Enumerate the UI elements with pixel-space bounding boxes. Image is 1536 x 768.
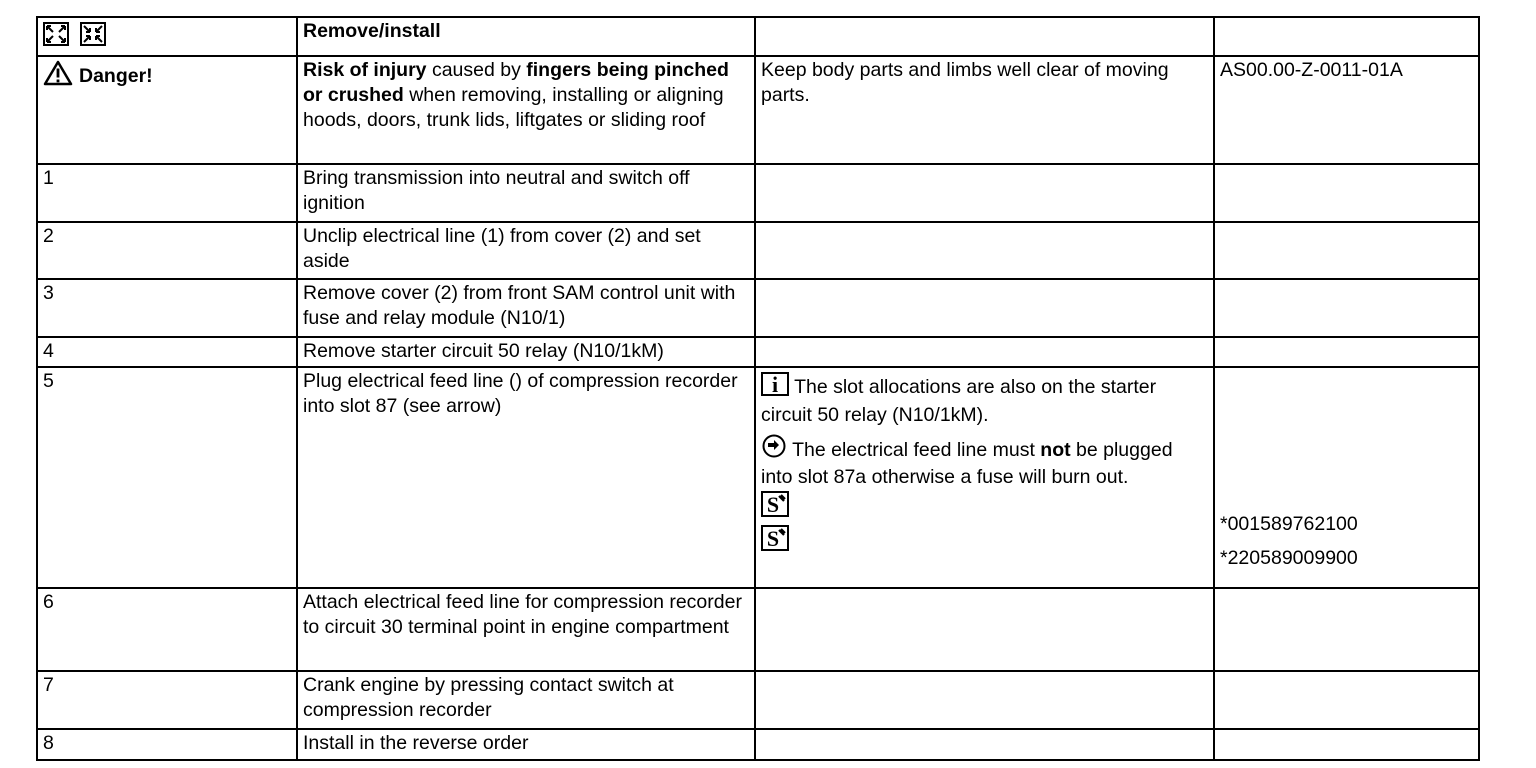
empty-cell xyxy=(1214,671,1479,729)
special-tool-icon xyxy=(761,491,789,524)
svg-text:S: S xyxy=(766,491,780,517)
header-title: Remove/install xyxy=(297,17,755,56)
empty-cell xyxy=(1214,164,1479,222)
danger-code: AS00.00-Z-0011-01A xyxy=(1214,56,1479,164)
danger-label-cell xyxy=(37,56,297,164)
tool-code: *220589009900 xyxy=(1220,546,1358,569)
risk-text: caused by xyxy=(426,59,527,81)
step-text: Remove starter circuit 50 relay (N10/1kM) xyxy=(297,337,755,367)
caution-emphasis: not xyxy=(1040,439,1071,461)
caution-text: be plugged into slot 87a otherwise a fuse will burn out. xyxy=(761,439,1173,488)
step5-codes-cell xyxy=(1214,367,1479,588)
header-empty-cell xyxy=(1214,17,1479,56)
table-row xyxy=(37,588,1479,671)
caution-note xyxy=(761,434,1209,490)
empty-cell xyxy=(1214,588,1479,671)
empty-cell xyxy=(755,729,1214,760)
step-text: Crank engine by pressing contact switch at compression recorder xyxy=(297,671,755,729)
table-row xyxy=(37,279,1479,337)
info-icon xyxy=(761,372,789,403)
header-row xyxy=(37,17,1479,56)
step-number: 5 xyxy=(37,367,297,588)
empty-cell xyxy=(755,222,1214,279)
risk-text: when removing, installing or aligning hoods, doors, trunk lids, liftgates or sliding roof xyxy=(303,84,724,131)
svg-text:S: S xyxy=(766,525,780,551)
special-tool-row xyxy=(761,524,1209,558)
step-text: Plug electrical feed line () of compression recorder into slot 87 (see arrow) xyxy=(297,367,755,588)
step-number: 8 xyxy=(37,729,297,760)
empty-cell xyxy=(1214,222,1479,279)
step-number: 1 xyxy=(37,164,297,222)
empty-cell xyxy=(1214,729,1479,760)
danger-row xyxy=(37,56,1479,164)
step-number: 6 xyxy=(37,588,297,671)
step-text: Remove cover (2) from front SAM control unit with fuse and relay module (N10/1) xyxy=(297,279,755,337)
step-number: 3 xyxy=(37,279,297,337)
table-row xyxy=(37,164,1479,222)
danger-risk-cell xyxy=(297,56,755,164)
special-tool-icon xyxy=(761,525,789,558)
header-icons-cell xyxy=(37,17,297,56)
empty-cell xyxy=(755,337,1214,367)
empty-cell xyxy=(755,279,1214,337)
table-row xyxy=(37,671,1479,729)
step-text: Install in the reverse order xyxy=(297,729,755,760)
procedure-table xyxy=(36,16,1480,761)
empty-cell xyxy=(755,164,1214,222)
caution-hand-icon xyxy=(761,434,787,465)
special-tool-row xyxy=(761,490,1209,524)
empty-cell xyxy=(755,671,1214,729)
warning-triangle-icon xyxy=(43,60,73,93)
risk-bold-text: Risk of injury xyxy=(303,59,427,81)
empty-cell xyxy=(1214,337,1479,367)
tool-code: *001589762100 xyxy=(1220,512,1358,535)
step-text: Unclip electrical line (1) from cover (2) and set aside xyxy=(297,222,755,279)
step-text: Attach electrical feed line for compression recorder to circuit 30 terminal point in engine compartment xyxy=(297,588,755,671)
step-number: 7 xyxy=(37,671,297,729)
table-row xyxy=(37,729,1479,760)
step5-notes-cell xyxy=(755,367,1214,588)
step-text: Bring transmission into neutral and switch off ignition xyxy=(297,164,755,222)
danger-label: Danger! xyxy=(79,65,153,87)
expand-icon[interactable] xyxy=(43,22,69,53)
caution-text: The electrical feed line must xyxy=(792,439,1041,461)
info-note xyxy=(761,372,1209,428)
step-number: 2 xyxy=(37,222,297,279)
empty-cell xyxy=(1214,279,1479,337)
collapse-icon[interactable] xyxy=(80,22,106,53)
table-row xyxy=(37,367,1479,588)
info-note-text: The slot allocations are also on the starter circuit 50 relay (N10/1kM). xyxy=(761,376,1157,426)
table-row xyxy=(37,222,1479,279)
header-empty-cell xyxy=(755,17,1214,56)
step-number: 4 xyxy=(37,337,297,367)
danger-measure: Keep body parts and limbs well clear of moving parts. xyxy=(755,56,1214,164)
svg-text:i: i xyxy=(771,372,779,396)
empty-cell xyxy=(755,588,1214,671)
risk-bold-text: fingers being pinched or crushed xyxy=(303,59,729,106)
table-row xyxy=(37,337,1479,367)
